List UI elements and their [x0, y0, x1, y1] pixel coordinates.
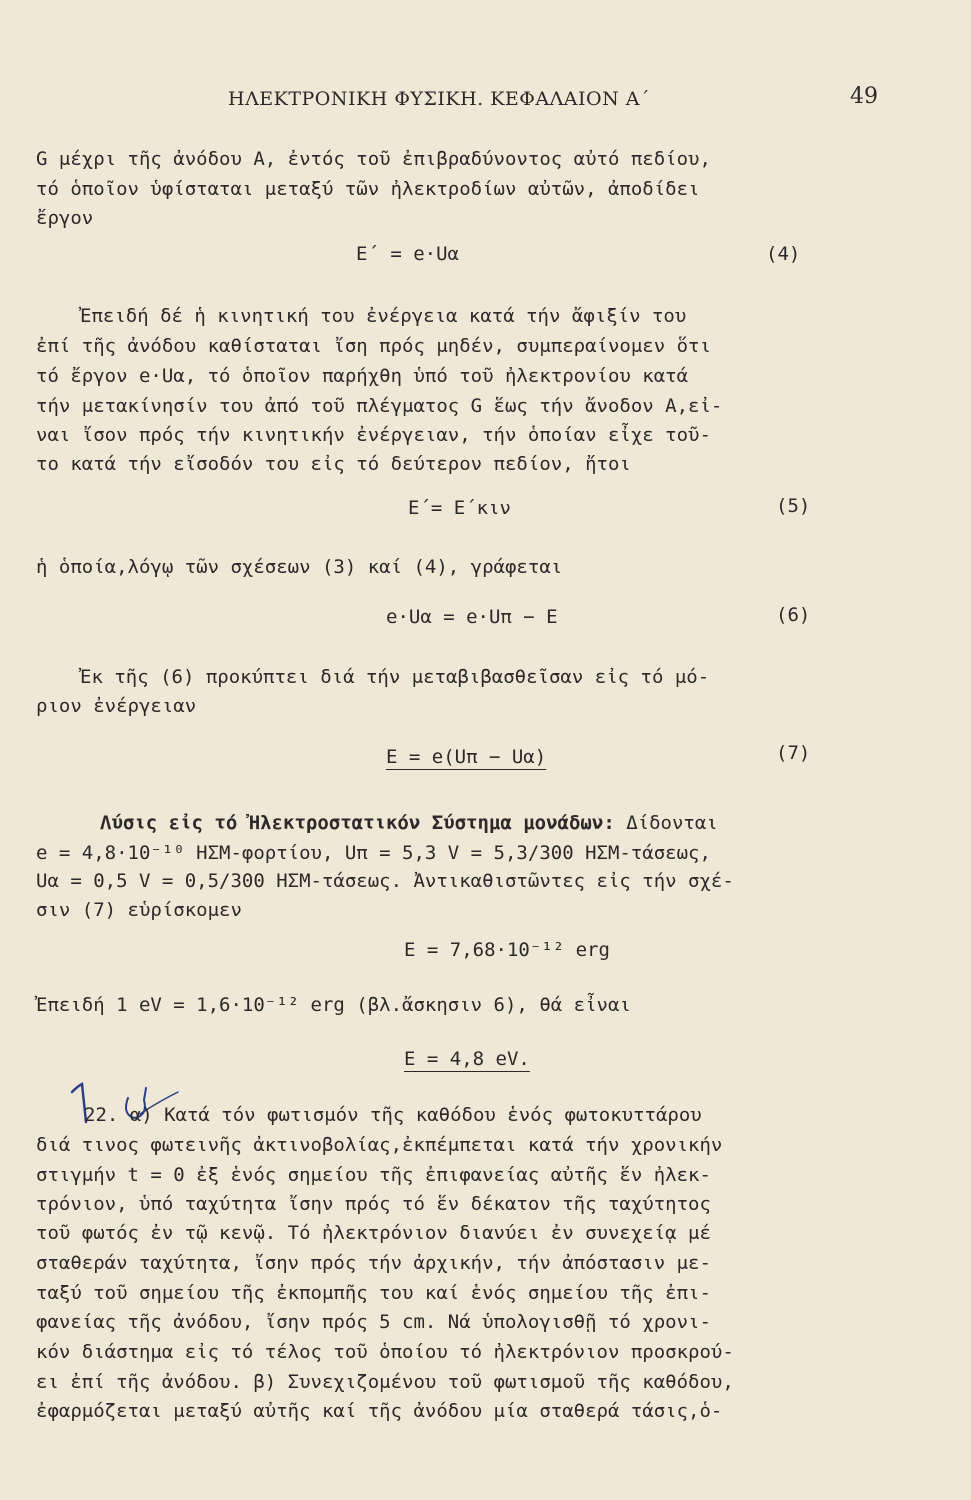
- text-line: ἐφαρμόζεται μεταξύ αὐτῆς καί τῆς ἀνόδου μία σταθερά τάσις,ὁ-: [36, 1400, 723, 1422]
- text-line: τό ἔργον e·Uα, τό ὁποῖον παρήχθη ὑπό τοῦ ἠλεκτρονίου κατά: [36, 365, 689, 387]
- equation-5: E΄= E΄κιν: [408, 497, 511, 519]
- problem-text: α) Κατά τόν φωτισμόν τῆς καθόδου ἑνός φωτοκυττάρου: [129, 1104, 702, 1126]
- equation-number-7: (7): [776, 742, 811, 764]
- equation-number-5: (5): [776, 495, 811, 517]
- problem-first-line: [84, 1102, 702, 1128]
- chapter-title: ΗΛΕΚΤΡΟΝΙΚΗ ΦΥΣΙΚΗ. ΚΕΦΑΛΑΙΟΝ Α΄: [228, 88, 650, 110]
- text-line: σταθεράν ταχύτητα, ἴσην πρός τήν ἀρχικήν, τήν ἀπόστασιν με-: [36, 1252, 711, 1274]
- text-line: ἐπί τῆς ἀνόδου καθίσταται ἴση πρός μηδέν, συμπεραίνομεν ὅτι: [36, 335, 711, 357]
- solution-heading-line: [100, 810, 718, 836]
- text-line: Ἐπειδή δέ ἡ κινητική του ἐνέργεια κατά τήν ἄφιξίν του: [80, 305, 687, 327]
- text-line: τοῦ φωτός ἐν τῷ κενῷ. Τό ἠλεκτρόνιον διανύει ἐν συνεχείᾳ μέ: [36, 1222, 711, 1244]
- equation-number-4: (4): [766, 243, 801, 265]
- text-line: σιν (7) εὑρίσκομεν: [36, 899, 242, 921]
- text-line: τήν μετακίνησίν του ἀπό τοῦ πλέγματος G ἕως τήν ἄνοδον Α,εἰ-: [36, 395, 723, 417]
- result-ev: E = 4,8 eV.: [404, 1048, 530, 1070]
- solution-heading: Λύσις εἰς τό Ἠλεκτροστατικόν Σύστημα μονάδων:: [100, 812, 615, 834]
- text-line: Ἐκ τῆς (6) προκύπτει διά τήν μεταβιβασθεῖσαν εἰς τό μό-: [80, 666, 710, 688]
- text-line: φανείας τῆς ἀνόδου, ἴσην πρός 5 cm. Νά ὑπολογισθῇ τό χρονι-: [36, 1311, 711, 1333]
- text-line: το κατά τήν εἴσοδόν του εἰς τό δεύτερον πεδίον, ἤτοι: [36, 453, 631, 475]
- equation-number-6: (6): [776, 604, 811, 626]
- text-line: G μέχρι τῆς ἀνόδου Α, ἐντός τοῦ ἐπιβραδύνοντος αὐτό πεδίου,: [36, 148, 711, 170]
- equation-7: E = e(Uπ − Uα): [386, 746, 547, 768]
- text-line: ἔργον: [36, 207, 94, 229]
- text-line: τό ὁποῖον ὑφίσταται μεταξύ τῶν ἠλεκτροδίων αὐτῶν, ἀποδίδει: [36, 178, 700, 200]
- result-erg: E = 7,68·10⁻¹² erg: [404, 939, 610, 961]
- text-line: ναι ἴσον πρός τήν κινητικήν ἐνέργειαν, τήν ὁποίαν εἶχε τοῦ-: [36, 424, 711, 446]
- text-line: ει ἐπί τῆς ἀνόδου. β) Συνεχιζομένου τοῦ φωτισμοῦ τῆς καθόδου,: [36, 1371, 734, 1393]
- text-line: διά τινος φωτεινῆς ἀκτινοβολίας,ἐκπέμπεται κατά τήν χρονικήν: [36, 1134, 723, 1156]
- text-line: τρόνιον, ὑπό ταχύτητα ἴσην πρός τό ἕν δέκατον τῆς ταχύτητος: [36, 1193, 711, 1215]
- text-line: ἡ ὁποία,λόγῳ τῶν σχέσεων (3) καί (4), γράφεται: [36, 556, 563, 578]
- text-line: κόν διάστημα εἰς τό τέλος τοῦ ὁποίου τό ἠλεκτρόνιον προσκρού-: [36, 1341, 734, 1363]
- text-line: ριον ἐνέργειαν: [36, 695, 197, 717]
- text-line: στιγμήν t = 0 ἐξ ἑνός σημείου τῆς ἐπιφανείας αὐτῆς ἕν ἠλεκ-: [36, 1164, 711, 1186]
- problem-number: 22.: [84, 1104, 119, 1126]
- equation-6: e·Uα = e·Uπ − E: [386, 606, 558, 628]
- text-line: e = 4,8·10⁻¹⁰ ΗΣΜ-φορτίου, Uπ = 5,3 V = 5,3/300 ΗΣΜ-τάσεως,: [36, 842, 711, 864]
- text-line: ταξύ τοῦ σημείου τῆς ἐκπομπῆς του καί ἑνός σημείου τῆς ἐπι-: [36, 1282, 711, 1304]
- page-number: 49: [850, 84, 878, 109]
- equation-4: E΄ = e·Uα: [356, 243, 459, 265]
- running-header: [0, 84, 971, 118]
- text-line: Ἐπειδή 1 eV = 1,6·10⁻¹² erg (βλ.ἄσκησιν 6), θά εἶναι: [36, 994, 631, 1016]
- solution-given: Δίδονται: [626, 812, 718, 834]
- text-line: Uα = 0,5 V = 0,5/300 ΗΣΜ-τάσεως. Ἀντικαθιστῶντες εἰς τήν σχέ-: [36, 870, 734, 892]
